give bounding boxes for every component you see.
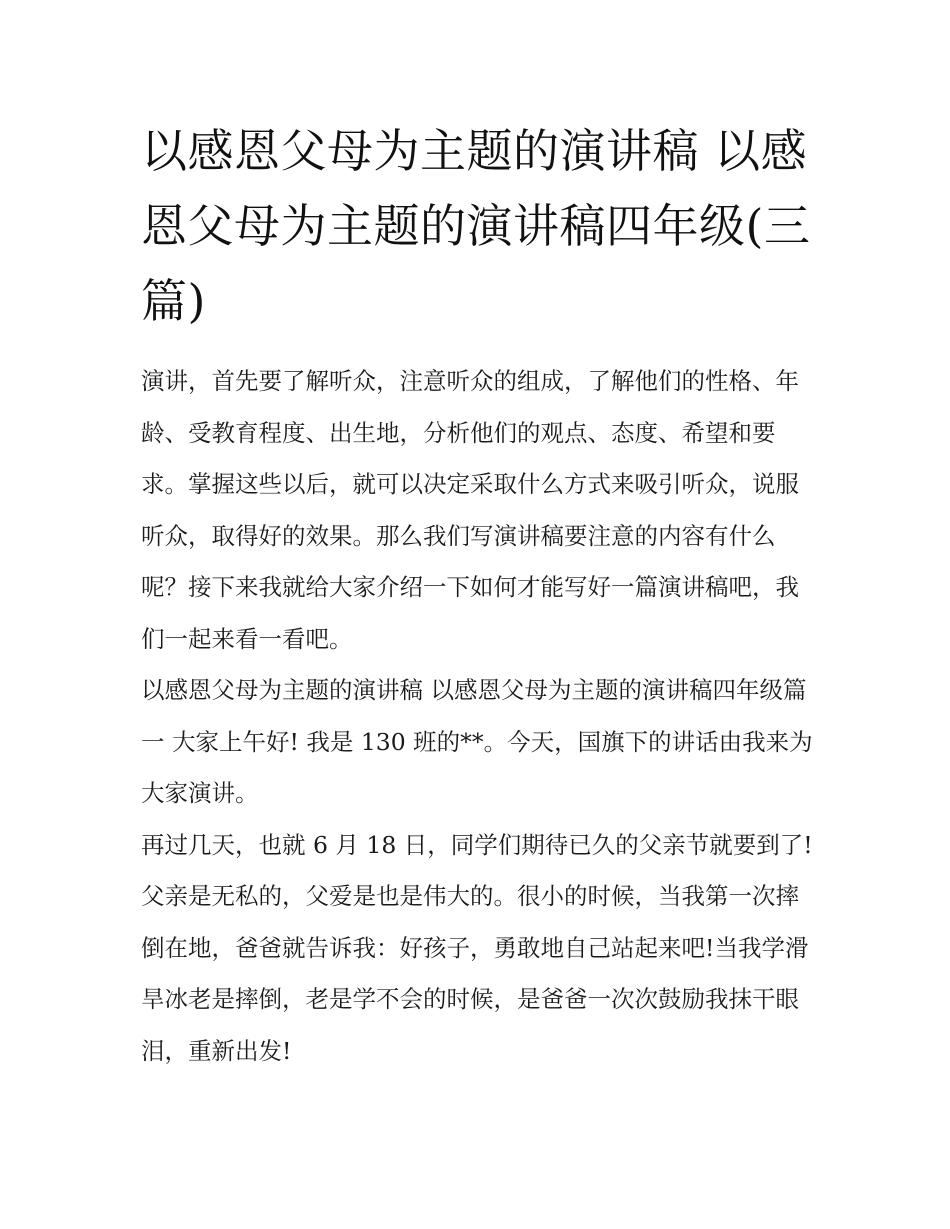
document-body xyxy=(141,356,819,1077)
paragraph-greeting: 以感恩父母为主题的演讲稿 以感恩父母为主题的演讲稿四年级篇一 大家上午好! 我是 130 班的**。今天，国旗下的讲话由我来为大家演讲。 xyxy=(141,676,813,807)
document-title: 以感恩父母为主题的演讲稿 以感恩父母为主题的演讲稿四年级(三篇) xyxy=(141,124,811,328)
paragraph-fathers-day: 再过几天，也就 6 月 18 日，同学们期待已久的父亲节就要到了! xyxy=(141,830,813,859)
paragraph-father-love: 父亲是无私的，父爱是也是伟大的。很小的时候，当我第一次摔倒在地，爸爸就告诉我：好孩子，勇敢地自己站起来吧!当我学滑旱冰老是摔倒，老是学不会的时候，是爸爸一次次鼓励我抹干眼泪，重新出发! xyxy=(141,882,809,1065)
paragraph-intro: 演讲，首先要了解听众，注意听众的组成，了解他们的性格、年龄、受教育程度、出生地，分析他们的观点、态度、希望和要求。掌握这些以后，就可以决定采取什么方式来吸引听众，说服听众，取得好的效果。那么我们写演讲稿要注意的内容有什么呢？接下来我就给大家介绍一下如何才能写好一篇演讲稿吧，我们一起来看一看吧。 xyxy=(141,367,799,653)
